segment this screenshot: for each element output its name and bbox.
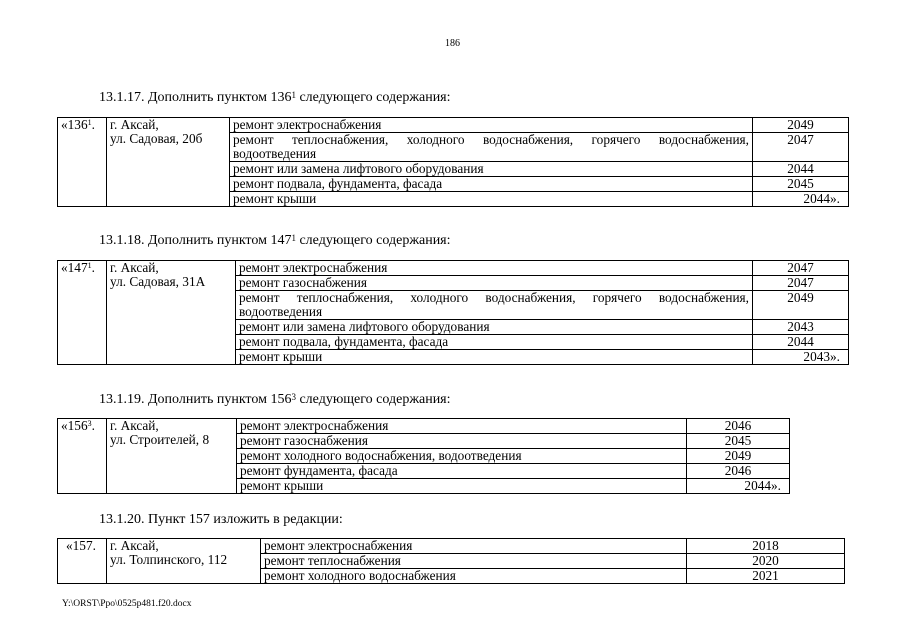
work-description: ремонт подвала, фундамента, фасада — [230, 177, 753, 192]
work-description: ремонт газоснабжения — [236, 276, 753, 291]
work-description: ремонт фундамента, фасада — [237, 464, 687, 479]
repair-schedule-table — [57, 418, 790, 494]
year-cell: 2045 — [753, 177, 849, 192]
year-cell: 2044 — [753, 335, 849, 350]
address-cell: г. Аксай, ул. Садовая, 20б — [107, 118, 230, 207]
year-cell: 2045 — [687, 434, 790, 449]
footer-file-path: Y:\ORST\Ppo\0525p481.f20.docx — [62, 599, 192, 609]
work-description: ремонт газоснабжения — [237, 434, 687, 449]
year-cell: 2044». — [753, 192, 849, 207]
year-cell: 2047 — [753, 133, 849, 162]
year-cell: 2043 — [753, 320, 849, 335]
item-number: «$156^3$. — [58, 419, 107, 494]
section-heading: 13.1.19. Дополнить пунктом $156^3$ следующего содержания: — [99, 392, 451, 407]
work-description: ремонт крыши — [236, 350, 753, 365]
year-cell: 2046 — [687, 464, 790, 479]
year-cell: 2049 — [753, 118, 849, 133]
work-description: ремонт холодного водоснабжения — [261, 569, 687, 584]
address-cell: г. Аксай, ул. Строителей, 8 — [107, 419, 237, 494]
work-description: ремонт теплоснабжения, холодного водоснабжения, горячего водоснабжения, водоотведения — [236, 291, 753, 320]
work-description: ремонт электроснабжения — [230, 118, 753, 133]
year-cell: 2049 — [753, 291, 849, 320]
repair-schedule-table — [57, 538, 845, 584]
year-cell: 2044». — [687, 479, 790, 494]
table-row — [58, 118, 849, 133]
work-description: ремонт теплоснабжения, холодного водоснабжения, горячего водоснабжения, водоотведения — [230, 133, 753, 162]
item-number: «$136^1$. — [58, 118, 107, 207]
address-cell: г. Аксай, ул. Толпинского, 112 — [107, 539, 261, 584]
year-cell: 2047 — [753, 261, 849, 276]
item-number: «157. — [58, 539, 107, 584]
table-row — [58, 261, 849, 276]
work-description: ремонт подвала, фундамента, фасада — [236, 335, 753, 350]
work-description: ремонт холодного водоснабжения, водоотведения — [237, 449, 687, 464]
page-number: 186 — [445, 38, 460, 49]
year-cell: 2018 — [687, 539, 845, 554]
year-cell: 2046 — [687, 419, 790, 434]
work-description: ремонт или замена лифтового оборудования — [230, 162, 753, 177]
work-description: ремонт электроснабжения — [261, 539, 687, 554]
work-description: ремонт крыши — [237, 479, 687, 494]
year-cell: 2049 — [687, 449, 790, 464]
work-description: ремонт или замена лифтового оборудования — [236, 320, 753, 335]
section-heading: 13.1.18. Дополнить пунктом $147^1$ следующего содержания: — [99, 233, 451, 248]
work-description: ремонт крыши — [230, 192, 753, 207]
table-row — [58, 539, 845, 554]
item-number: «$147^1$. — [58, 261, 107, 365]
repair-schedule-table — [57, 117, 849, 207]
repair-schedule-table — [57, 260, 849, 365]
section-heading: 13.1.17. Дополнить пунктом $136^1$ следующего содержания: — [99, 90, 451, 105]
work-description: ремонт электроснабжения — [237, 419, 687, 434]
year-cell: 2020 — [687, 554, 845, 569]
year-cell: 2044 — [753, 162, 849, 177]
table-row — [58, 419, 790, 434]
year-cell: 2047 — [753, 276, 849, 291]
work-description: ремонт теплоснабжения — [261, 554, 687, 569]
work-description: ремонт электроснабжения — [236, 261, 753, 276]
section-heading: 13.1.20. Пункт 157 изложить в редакции: — [99, 512, 343, 527]
address-cell: г. Аксай, ул. Садовая, 31А — [107, 261, 236, 365]
year-cell: 2021 — [687, 569, 845, 584]
year-cell: 2043». — [753, 350, 849, 365]
